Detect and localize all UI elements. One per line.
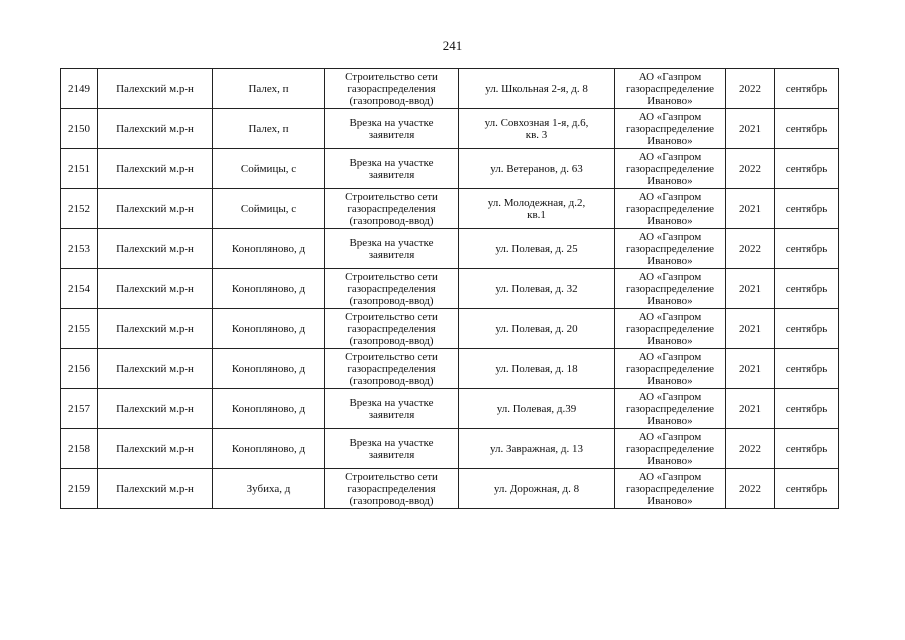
organization-cell: АО «Газпром газораспределение Иваново»	[615, 469, 726, 509]
settlement-cell: Коноплянoво, д	[213, 389, 325, 429]
settlement-cell: Коноплянoво, д	[213, 229, 325, 269]
row-number-cell: 2154	[61, 269, 98, 309]
table-row	[61, 309, 839, 349]
address-cell: ул. Молодежная, д.2, кв.1	[459, 189, 615, 229]
month-cell: сентябрь	[775, 309, 839, 349]
month-cell: сентябрь	[775, 389, 839, 429]
table-row	[61, 349, 839, 389]
address-cell: ул. Ветеранов, д. 63	[459, 149, 615, 189]
year-cell: 2022	[726, 469, 775, 509]
organization-cell: АО «Газпром газораспределение Иваново»	[615, 269, 726, 309]
month-cell: сентябрь	[775, 109, 839, 149]
table-row	[61, 469, 839, 509]
settlement-cell: Коноплянoво, д	[213, 309, 325, 349]
address-cell: ул. Дорожная, д. 8	[459, 469, 615, 509]
year-cell: 2021	[726, 309, 775, 349]
settlement-cell: Палех, п	[213, 69, 325, 109]
year-cell: 2022	[726, 69, 775, 109]
settlement-cell: Соймицы, с	[213, 149, 325, 189]
address-cell: ул. Полевая, д. 18	[459, 349, 615, 389]
settlement-cell: Палех, п	[213, 109, 325, 149]
month-cell: сентябрь	[775, 429, 839, 469]
work-type-cell: Строительство сети газораспределения (газопровод-ввод)	[325, 469, 459, 509]
year-cell: 2022	[726, 229, 775, 269]
row-number-cell: 2153	[61, 229, 98, 269]
month-cell: сентябрь	[775, 229, 839, 269]
year-cell: 2021	[726, 349, 775, 389]
work-type-cell: Врезка на участке заявителя	[325, 149, 459, 189]
year-cell: 2022	[726, 429, 775, 469]
district-cell: Палехский м.р-н	[98, 469, 213, 509]
table-row	[61, 429, 839, 469]
table-row	[61, 109, 839, 149]
work-type-cell: Врезка на участке заявителя	[325, 429, 459, 469]
organization-cell: АО «Газпром газораспределение Иваново»	[615, 349, 726, 389]
district-cell: Палехский м.р-н	[98, 389, 213, 429]
work-type-cell: Строительство сети газораспределения (газопровод-ввод)	[325, 69, 459, 109]
month-cell: сентябрь	[775, 269, 839, 309]
district-cell: Палехский м.р-н	[98, 309, 213, 349]
district-cell: Палехский м.р-н	[98, 429, 213, 469]
organization-cell: АО «Газпром газораспределение Иваново»	[615, 189, 726, 229]
settlement-cell: Коноплянoво, д	[213, 349, 325, 389]
settlement-cell: Соймицы, с	[213, 189, 325, 229]
table-row	[61, 269, 839, 309]
address-cell: ул. Полевая, д.39	[459, 389, 615, 429]
organization-cell: АО «Газпром газораспределение Иваново»	[615, 109, 726, 149]
organization-cell: АО «Газпром газораспределение Иваново»	[615, 69, 726, 109]
row-number-cell: 2151	[61, 149, 98, 189]
settlement-cell: Коноплянoво, д	[213, 429, 325, 469]
district-cell: Палехский м.р-н	[98, 69, 213, 109]
year-cell: 2021	[726, 109, 775, 149]
table-row	[61, 149, 839, 189]
organization-cell: АО «Газпром газораспределение Иваново»	[615, 429, 726, 469]
row-number-cell: 2156	[61, 349, 98, 389]
work-type-cell: Строительство сети газораспределения (газопровод-ввод)	[325, 349, 459, 389]
settlement-cell: Коноплянoво, д	[213, 269, 325, 309]
row-number-cell: 2152	[61, 189, 98, 229]
row-number-cell: 2155	[61, 309, 98, 349]
table-row	[61, 229, 839, 269]
gasification-table	[60, 68, 839, 509]
district-cell: Палехский м.р-н	[98, 269, 213, 309]
row-number-cell: 2150	[61, 109, 98, 149]
work-type-cell: Строительство сети газораспределения (газопровод-ввод)	[325, 269, 459, 309]
table-body	[61, 69, 839, 509]
table-row	[61, 389, 839, 429]
work-type-cell: Врезка на участке заявителя	[325, 109, 459, 149]
table-row	[61, 189, 839, 229]
address-cell: ул. Совхозная 1-я, д.6, кв. 3	[459, 109, 615, 149]
address-cell: ул. Завражная, д. 13	[459, 429, 615, 469]
month-cell: сентябрь	[775, 189, 839, 229]
address-cell: ул. Школьная 2-я, д. 8	[459, 69, 615, 109]
district-cell: Палехский м.р-н	[98, 189, 213, 229]
district-cell: Палехский м.р-н	[98, 349, 213, 389]
year-cell: 2022	[726, 149, 775, 189]
month-cell: сентябрь	[775, 349, 839, 389]
address-cell: ул. Полевая, д. 32	[459, 269, 615, 309]
row-number-cell: 2159	[61, 469, 98, 509]
month-cell: сентябрь	[775, 149, 839, 189]
organization-cell: АО «Газпром газораспределение Иваново»	[615, 389, 726, 429]
organization-cell: АО «Газпром газораспределение Иваново»	[615, 229, 726, 269]
district-cell: Палехский м.р-н	[98, 109, 213, 149]
row-number-cell: 2149	[61, 69, 98, 109]
year-cell: 2021	[726, 269, 775, 309]
table-row	[61, 69, 839, 109]
page-number: 241	[442, 38, 463, 53]
work-type-cell: Врезка на участке заявителя	[325, 229, 459, 269]
year-cell: 2021	[726, 389, 775, 429]
address-cell: ул. Полевая, д. 20	[459, 309, 615, 349]
organization-cell: АО «Газпром газораспределение Иваново»	[615, 149, 726, 189]
year-cell: 2021	[726, 189, 775, 229]
settlement-cell: Зубиха, д	[213, 469, 325, 509]
district-cell: Палехский м.р-н	[98, 149, 213, 189]
month-cell: сентябрь	[775, 69, 839, 109]
district-cell: Палехский м.р-н	[98, 229, 213, 269]
work-type-cell: Строительство сети газораспределения (газопровод-ввод)	[325, 309, 459, 349]
address-cell: ул. Полевая, д. 25	[459, 229, 615, 269]
organization-cell: АО «Газпром газораспределение Иваново»	[615, 309, 726, 349]
month-cell: сентябрь	[775, 469, 839, 509]
work-type-cell: Строительство сети газораспределения (газопровод-ввод)	[325, 189, 459, 229]
row-number-cell: 2157	[61, 389, 98, 429]
work-type-cell: Врезка на участке заявителя	[325, 389, 459, 429]
row-number-cell: 2158	[61, 429, 98, 469]
